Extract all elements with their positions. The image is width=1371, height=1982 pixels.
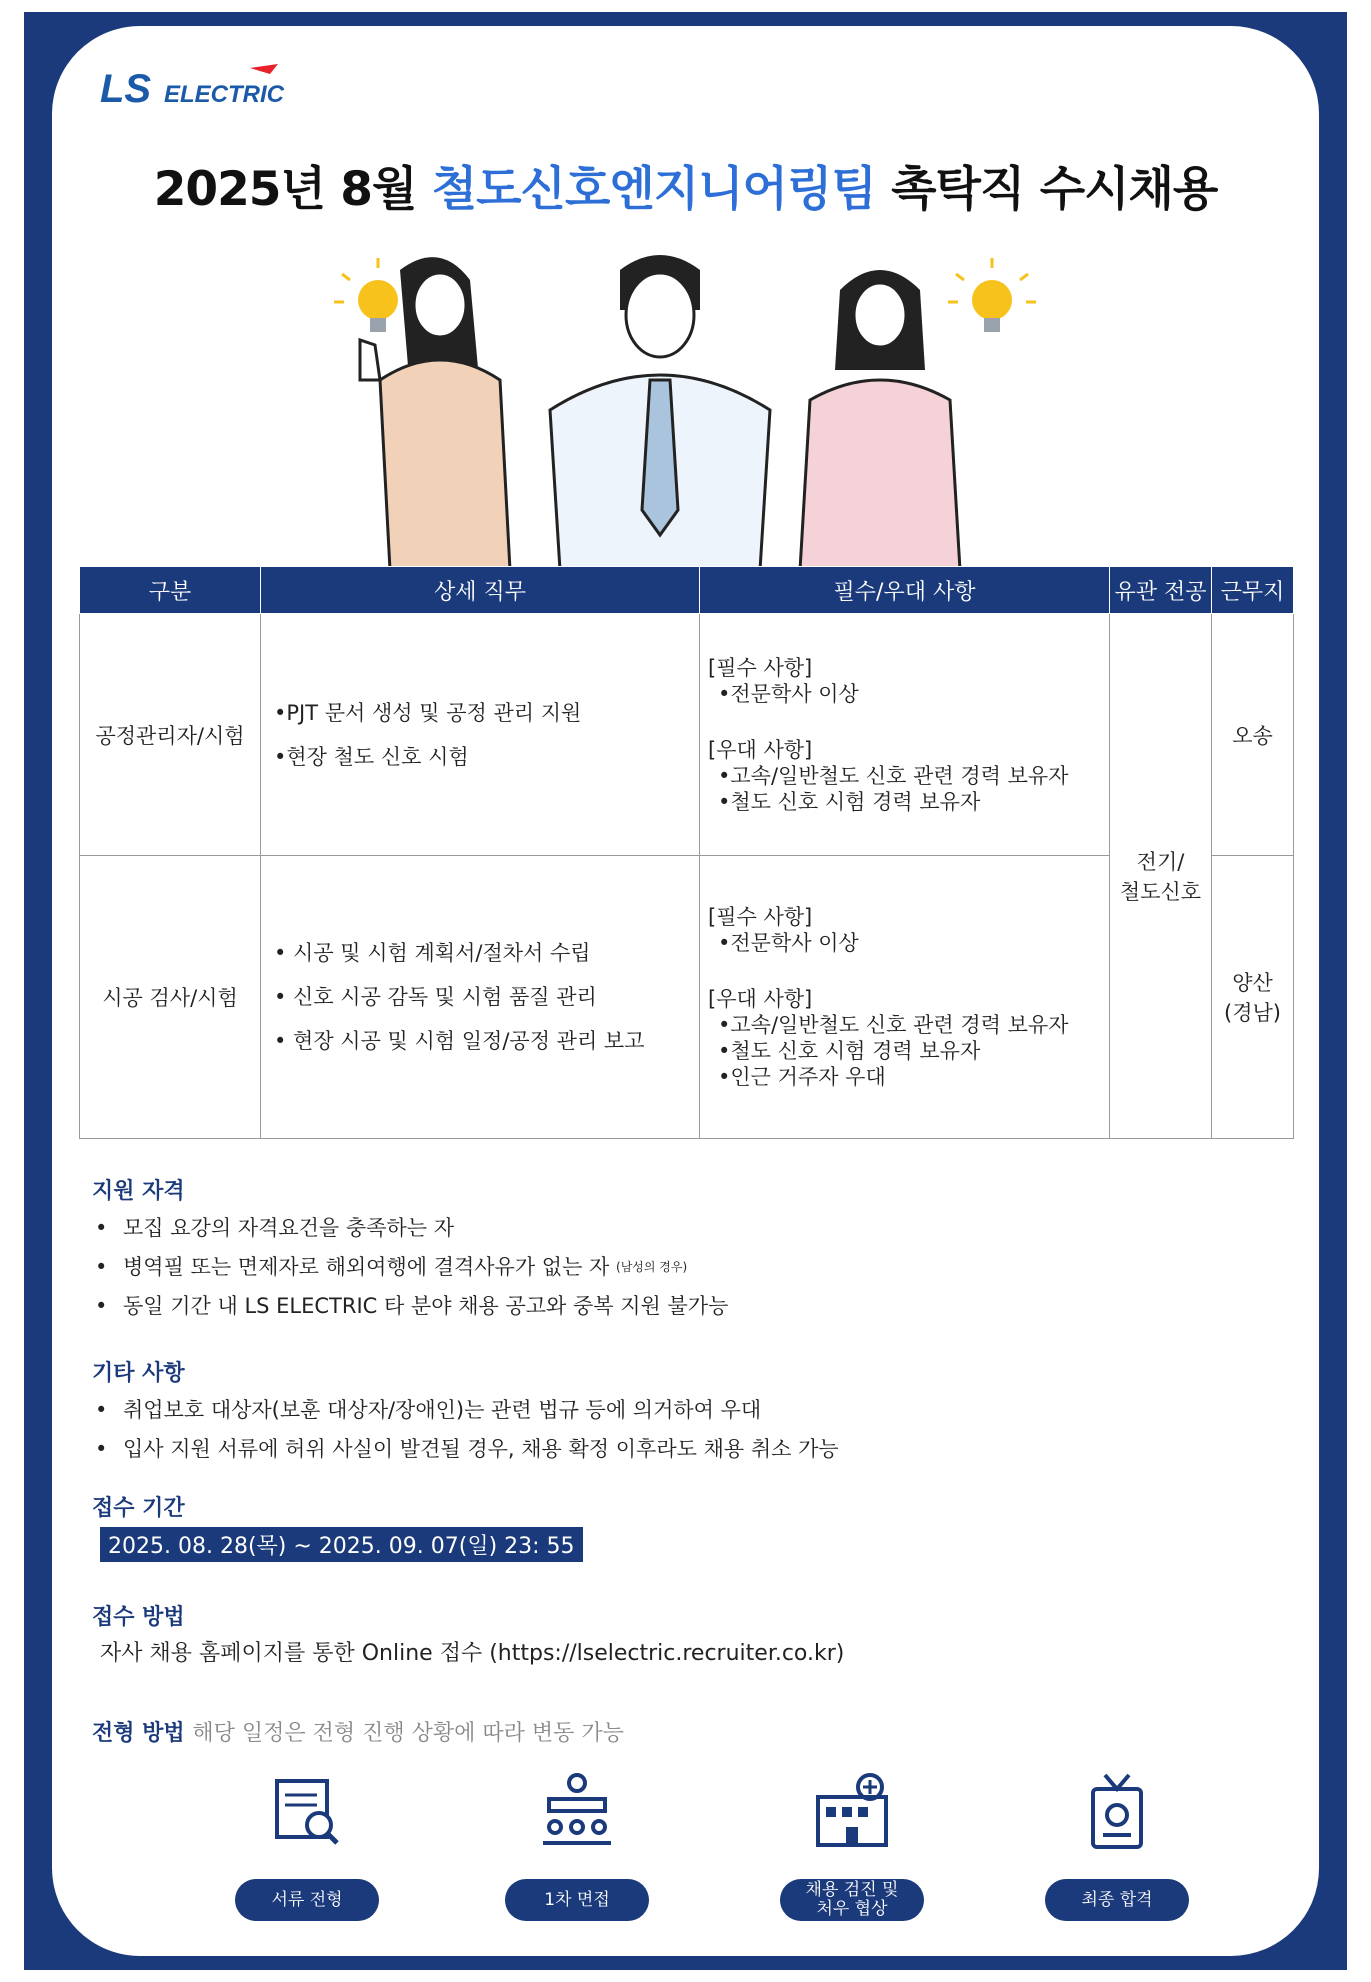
header-major: 유관 전공 [1110, 567, 1212, 614]
step-label [780, 1879, 924, 1921]
hospital-icon [812, 1771, 892, 1851]
list-item: • 취업보호 대상자(보훈 대상자/장애인)는 관련 법규 등에 의거하여 우대 [95, 1391, 839, 1430]
title-suffix: 촉탁직 수시채용 [875, 162, 1218, 217]
svg-text:ELECTRIC: ELECTRIC [164, 81, 284, 108]
method-title: 접수 방법 [92, 1605, 185, 1630]
period-title: 접수 기간 [92, 1496, 185, 1521]
man-center-figure [550, 255, 770, 570]
step-label-line1: 채용 검진 및 [805, 1880, 899, 1900]
woman-right-figure [800, 270, 960, 570]
list-item-text: 입사 지원 서류에 허위 사실이 발견될 경우, 채용 확정 이후라도 채용 취소 가능 [123, 1437, 839, 1461]
list-item-text: 동일 기간 내 LS ELECTRIC 타 분야 채용 공고와 중복 지원 불가능 [123, 1294, 729, 1318]
duty-item: • 신호 시공 감독 및 시험 품질 관리 [274, 985, 597, 1009]
job-table [79, 566, 1294, 1139]
selection-heading [92, 1716, 624, 1747]
required-item: •전문학사 이상 [718, 681, 859, 706]
title-prefix: 2025년 8월 [153, 162, 432, 217]
list-item: • 입사 지원 서류에 허위 사실이 발견될 경우, 채용 확정 이후라도 채용 취소 가능 [95, 1430, 839, 1469]
step-label: 서류 전형 [235, 1879, 379, 1921]
list-item-text: 취업보호 대상자(보훈 대상자/장애인)는 관련 법규 등에 의거하여 우대 [123, 1398, 762, 1422]
qualification-list [95, 1209, 728, 1326]
staff-illustration [320, 250, 1040, 570]
step-label: 1차 면접 [505, 1879, 649, 1921]
preferred-title: [우대 사항] [708, 987, 813, 1011]
preferred-item: •고속/일반철도 신호 관련 경력 보유자 [718, 1013, 1069, 1037]
title-team-name: 철도신호엔지니어링팀 [431, 162, 876, 217]
row2-category: 시공 검사/시험 [80, 856, 261, 1139]
method-value: 자사 채용 홈페이지를 통한 Online 접수 (https://lselectric.recruiter.co.kr) [100, 1641, 845, 1666]
required-title: [필수 사항] [708, 655, 813, 680]
document-review-icon [267, 1771, 347, 1851]
major-line2: 철도신호 [1119, 880, 1202, 904]
ls-electric-logo [100, 60, 360, 120]
page-title [0, 152, 1371, 219]
required-item: •전문학사 이상 [718, 931, 859, 955]
duty-item: • 현장 시공 및 시험 일정/공정 관리 보고 [274, 1029, 645, 1053]
row2-duties [261, 856, 700, 1139]
selection-title: 전형 방법 [92, 1721, 185, 1746]
preferred-item: •철도 신호 시험 경력 보유자 [718, 1039, 981, 1063]
header-location: 근무지 [1212, 567, 1294, 614]
lightbulb-icon-right [948, 258, 1036, 332]
location-line2: (경남) [1224, 1001, 1281, 1025]
row1-duties [261, 614, 700, 856]
major-cell [1110, 614, 1212, 1139]
period-value: 2025. 08. 28(목) ~ 2025. 09. 07(일) 23: 55 [100, 1527, 583, 1562]
preferred-item: •철도 신호 시험 경력 보유자 [718, 789, 981, 814]
duty-item: •현장 철도 신호 시험 [274, 744, 469, 769]
other-list [95, 1391, 839, 1469]
selection-note: 해당 일정은 전형 진행 상황에 따라 변동 가능 [192, 1721, 624, 1746]
major-line1: 전기/ [1136, 850, 1185, 874]
required-title: [필수 사항] [708, 905, 813, 929]
list-item: • 동일 기간 내 LS ELECTRIC 타 분야 채용 공고와 중복 지원 불가능 [95, 1287, 728, 1326]
qualification-note: (남성의 경우) [616, 1260, 688, 1274]
list-item-text: 병역필 또는 면제자로 해외여행에 결격사유가 없는 자 [123, 1255, 610, 1279]
step-label: 최종 합격 [1045, 1879, 1189, 1921]
header-duties: 상세 직무 [261, 567, 700, 614]
id-badge-icon [1077, 1771, 1157, 1851]
list-item: • 모집 요강의 자격요건을 충족하는 자 [95, 1209, 728, 1248]
row2-requirements [700, 856, 1110, 1139]
row2-location [1212, 856, 1294, 1139]
table-header-row [80, 567, 1294, 614]
list-item: • 병역필 또는 면제자로 해외여행에 결격사유가 없는 자 (남성의 경우) [95, 1248, 728, 1287]
list-item-text: 모집 요강의 자격요건을 충족하는 자 [123, 1216, 454, 1240]
row1-location: 오송 [1212, 614, 1294, 856]
preferred-item: •고속/일반철도 신호 관련 경력 보유자 [718, 763, 1069, 788]
step-label-line2: 처우 협상 [816, 1899, 888, 1919]
qualification-title: 지원 자격 [92, 1179, 185, 1204]
header-category: 구분 [80, 567, 261, 614]
interview-icon [537, 1771, 617, 1851]
duty-item: • 시공 및 시험 계획서/절차서 수립 [274, 941, 591, 965]
duty-item: •PJT 문서 생성 및 공정 관리 지원 [274, 700, 582, 725]
row1-requirements [700, 614, 1110, 856]
header-requirements: 필수/우대 사항 [700, 567, 1110, 614]
other-title: 기타 사항 [92, 1361, 185, 1386]
row1-category: 공정관리자/시험 [80, 614, 261, 856]
table-row [80, 614, 1294, 856]
svg-text:LS: LS [100, 67, 152, 111]
preferred-title: [우대 사항] [708, 737, 813, 762]
location-line1: 양산 [1232, 971, 1273, 995]
preferred-item: •인근 거주자 우대 [718, 1065, 886, 1089]
